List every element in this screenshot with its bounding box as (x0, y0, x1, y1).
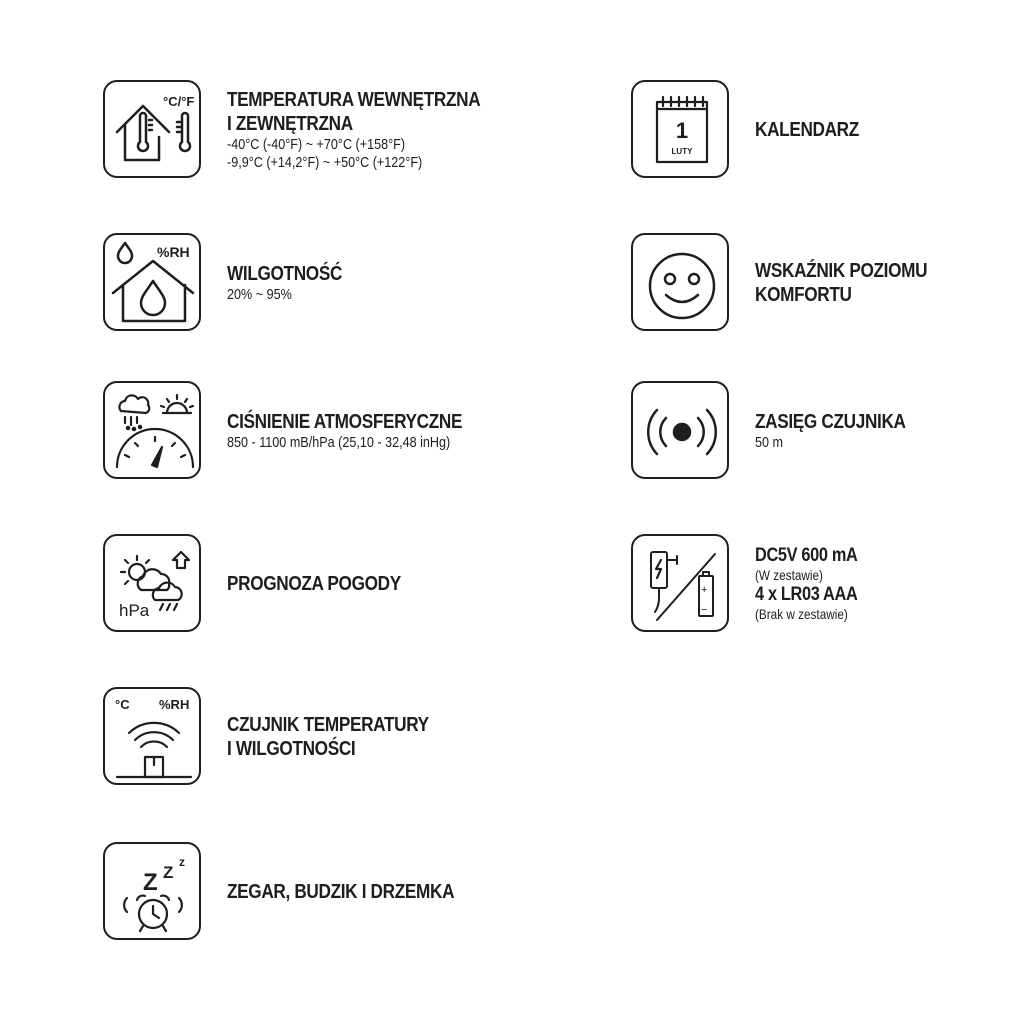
sensor-title-2: I WILGOTNOŚCI (227, 738, 356, 760)
snooze-z-medium: Z (163, 863, 174, 882)
feature-calendar (631, 80, 1024, 184)
range-text (755, 381, 1024, 481)
sensor-text (227, 687, 527, 787)
feature-pressure (103, 381, 503, 485)
pressure-text (227, 381, 527, 481)
comfort-title-1: WSKAŹNIK POZIOMU (755, 260, 928, 282)
temperature-range-1: -40°C (-40°F) ~ +70°C (+158°F) (227, 136, 406, 153)
power-text (755, 534, 1024, 634)
feature-clock (103, 842, 503, 946)
power-battery: 4 x LR03 AAA (755, 584, 858, 605)
temperature-title-2: I ZEWNĘTRZNA (227, 113, 353, 135)
icon-rh-label: %RH (159, 697, 190, 712)
calendar-month: LUTY (671, 147, 693, 156)
wireless-sensor-icon (103, 687, 201, 785)
humidity-range: 20% ~ 95% (227, 286, 292, 303)
forecast-title: PROGNOZA POGODY (227, 573, 401, 595)
power-adapter-note: (W zestawie) (755, 567, 823, 583)
snooze-z-large: Z (143, 869, 158, 896)
feature-comfort (631, 233, 1024, 337)
temperature-text (227, 80, 527, 180)
pressure-range: 850 - 1100 mB/hPa (25,10 - 32,48 inHg) (227, 434, 451, 451)
barometer-gauge-icon (103, 381, 201, 479)
range-value: 50 m (755, 434, 784, 451)
temperature-title-1: TEMPERATURA WEWNĘTRZNA (227, 89, 481, 111)
battery-minus: − (701, 604, 708, 616)
icon-rh-label: %RH (157, 244, 190, 260)
forecast-text (227, 534, 527, 634)
comfort-title-2: KOMFORTU (755, 284, 852, 306)
feature-sensor (103, 687, 503, 791)
calendar-text (755, 80, 1024, 180)
feature-power (631, 534, 1024, 638)
humidity-title: WILGOTNOŚĆ (227, 263, 343, 285)
clock-title: ZEGAR, BUDZIK I DRZEMKA (227, 881, 455, 903)
icon-c-label: °C (115, 697, 130, 712)
calendar-title: KALENDARZ (755, 119, 859, 141)
feature-temperature (103, 80, 503, 184)
power-adapter: DC5V 600 mA (755, 545, 858, 566)
clock-text (227, 842, 527, 942)
smiley-face-icon (631, 233, 729, 331)
feature-forecast (103, 534, 503, 638)
power-adapter-battery-icon (631, 534, 729, 632)
feature-range (631, 381, 1024, 485)
temperature-range-2: -9,9°C (+14,2°F) ~ +50°C (+122°F) (227, 154, 423, 171)
feature-humidity (103, 233, 503, 337)
range-title: ZASIĘG CZUJNIKA (755, 411, 906, 433)
alarm-clock-icon (103, 842, 201, 940)
humidity-text (227, 233, 527, 333)
house-thermometer-icon (103, 80, 201, 178)
icon-unit-label: °C/°F (163, 94, 195, 109)
icon-hpa-label: hPa (119, 601, 150, 620)
house-droplet-icon (103, 233, 201, 331)
calendar-icon (631, 80, 729, 178)
signal-range-icon (631, 381, 729, 479)
power-battery-note: (Brak w zestawie) (755, 606, 848, 622)
battery-plus: + (701, 584, 708, 596)
calendar-day: 1 (675, 118, 689, 143)
pressure-title: CIŚNIENIE ATMOSFERYCZNE (227, 411, 463, 433)
snooze-z-small: z (179, 855, 185, 869)
comfort-text (755, 233, 1024, 333)
weather-forecast-icon (103, 534, 201, 632)
sensor-title-1: CZUJNIK TEMPERATURY (227, 714, 429, 736)
